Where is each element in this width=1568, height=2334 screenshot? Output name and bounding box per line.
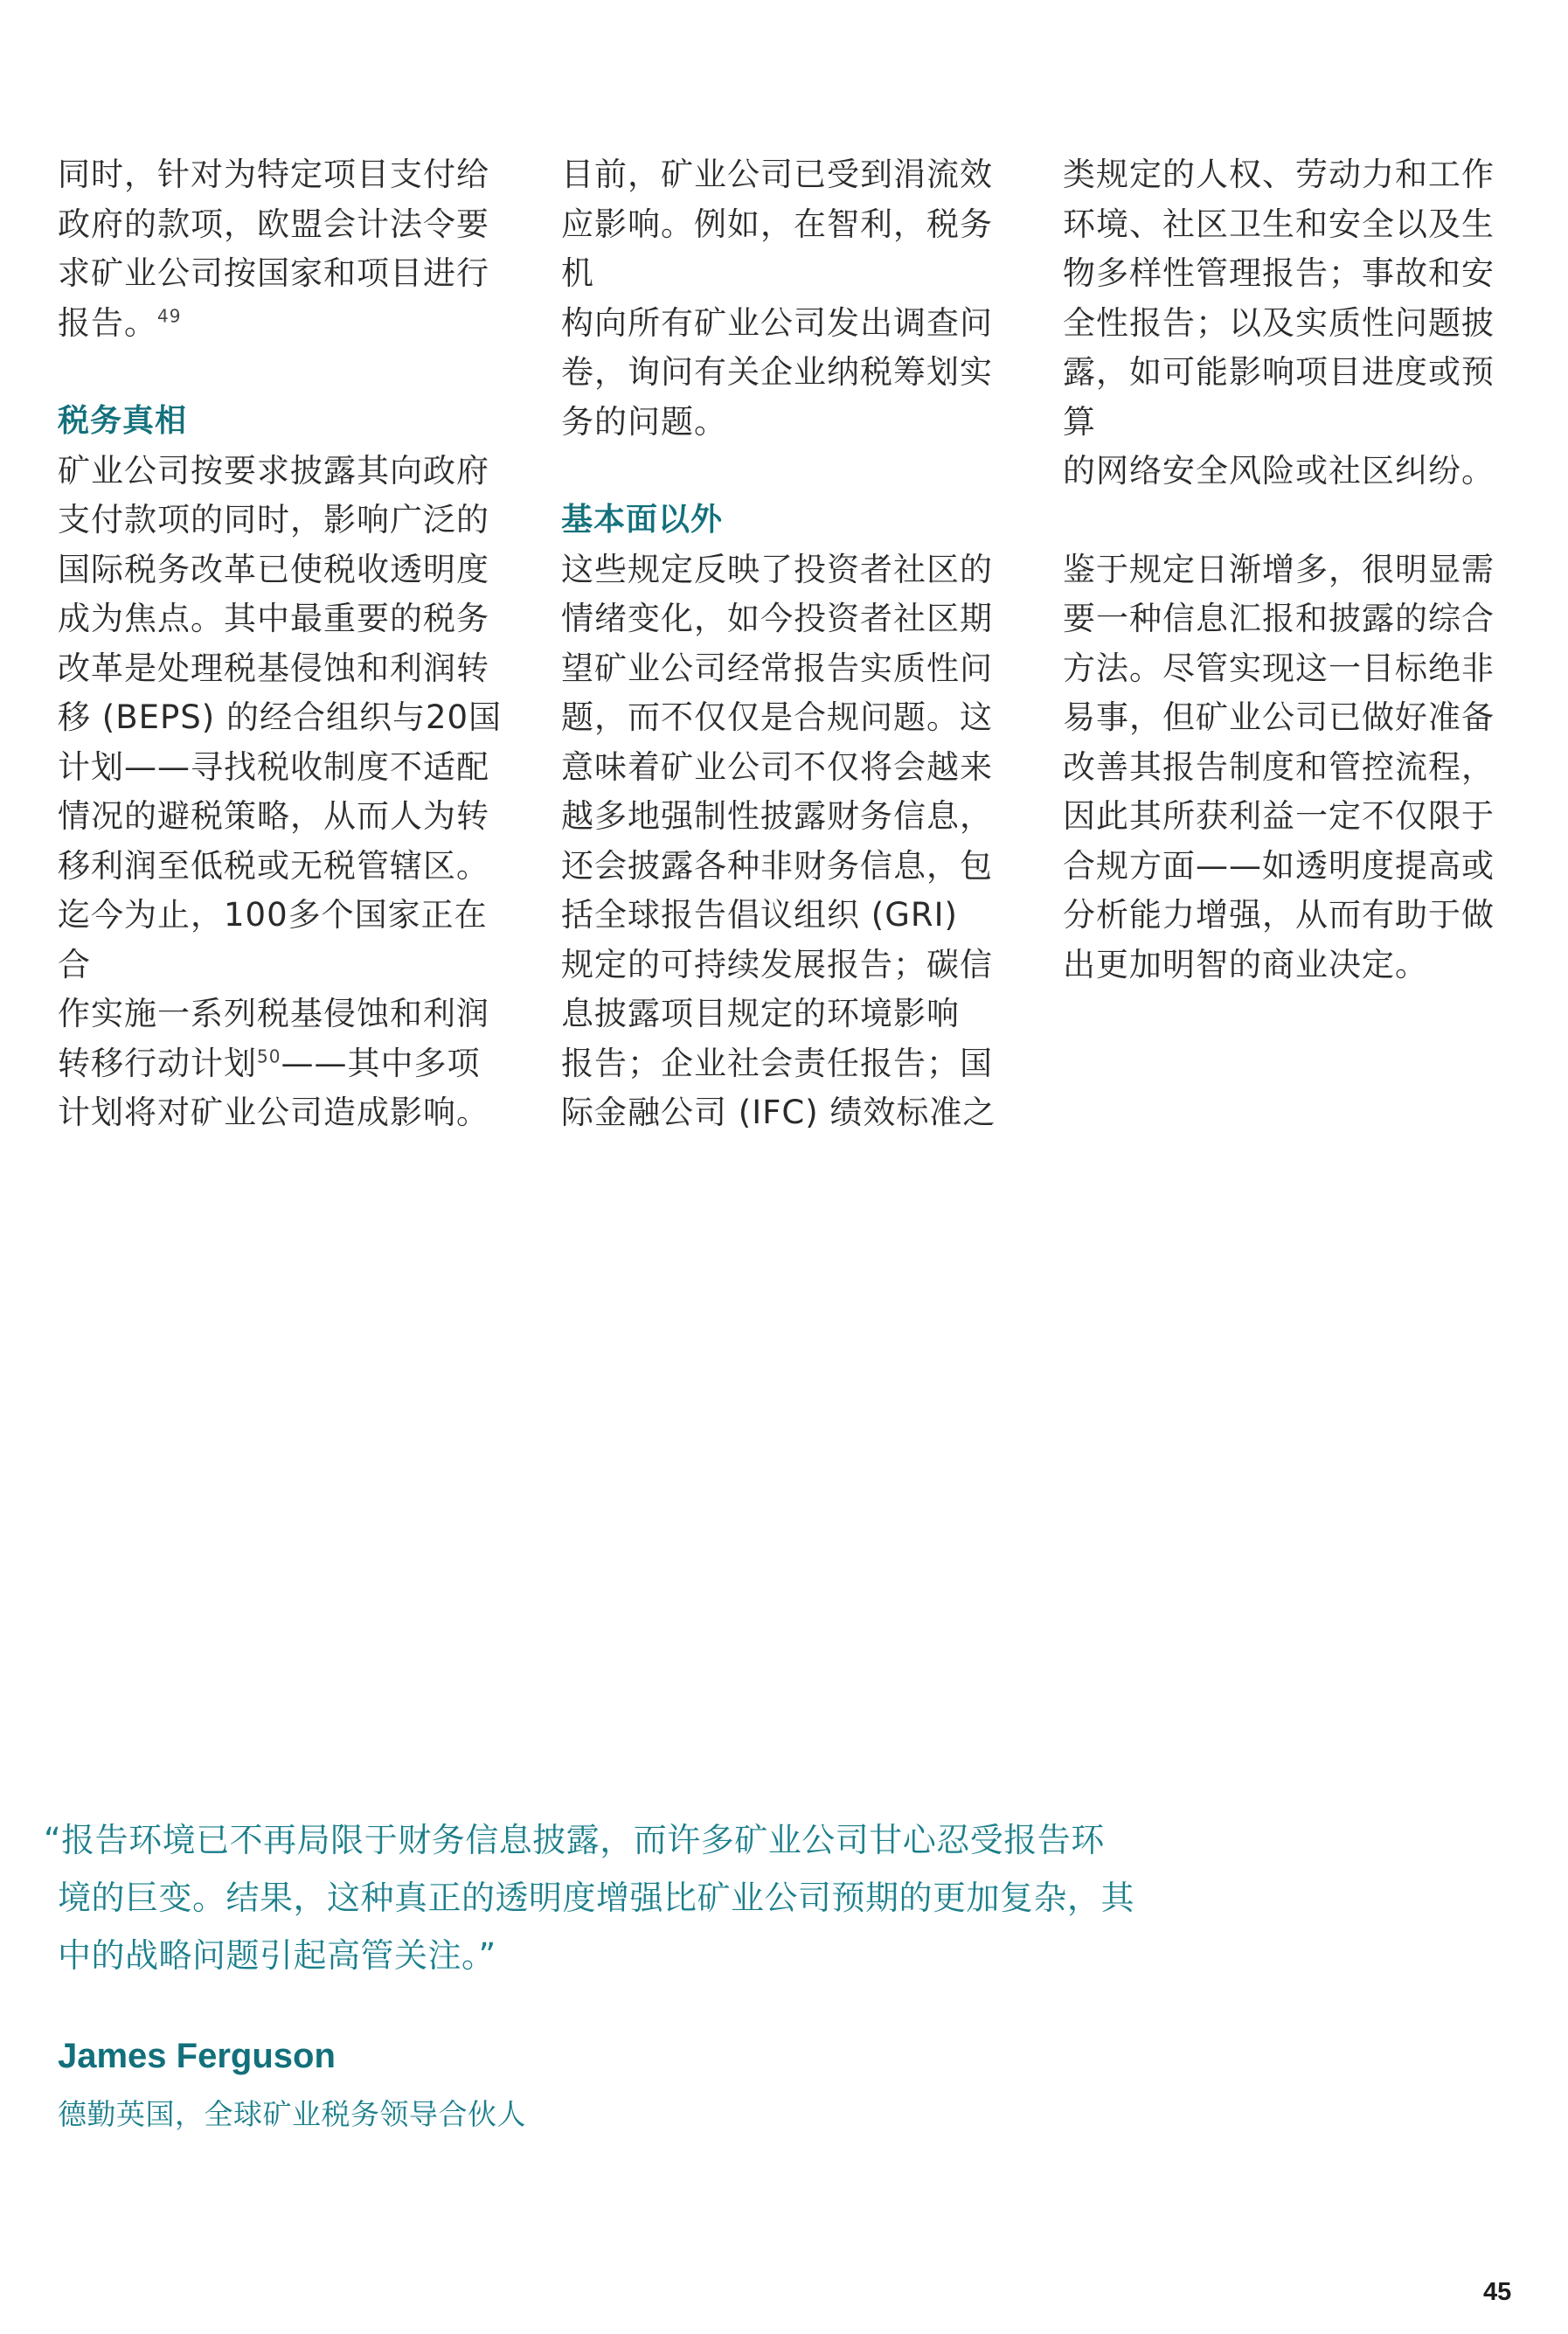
text-line: 求矿业公司按国家和项目进行 [58,254,489,292]
text-line: 括全球报告倡议组织 (GRI) [561,896,958,934]
text-line: 同时，针对为特定项目支付给 [58,156,489,193]
pull-quote [44,1811,1197,1984]
text-line: 报告。 [58,303,157,342]
quote-author-name: James Ferguson [58,2037,336,2075]
text-line: 类规定的人权、劳动力和工作 [1063,156,1495,193]
text-line: 出更加明智的商业决定。 [1063,945,1428,983]
text-line: 意味着矿业公司不仅将会越来 [561,747,993,786]
text-line: 迄今为止，100多个国家正在合 [58,896,488,983]
text-line: 鉴于规定日渐增多，很明显需 [1063,550,1495,588]
text-line: 应影响。例如，在智利，税务机 [561,205,993,292]
column-3 [1063,150,1517,990]
text-line: 这些规定反映了投资者社区的 [561,550,993,588]
text-line: 移利润至低税或无税管辖区。 [58,846,489,885]
paragraph-beps [58,447,512,1138]
quote-line: 中的战略问题引起高管关注。” [58,1936,496,1975]
text-line: 计划将对矿业公司造成影响。 [58,1094,489,1131]
text-line: 务的问题。 [561,402,727,441]
text-line: 望矿业公司经常报告实质性问 [561,649,993,687]
text-line: 合规方面——如透明度提高或 [1063,846,1495,885]
text-line: 情况的避税策略，从而人为转 [58,797,489,835]
spacer [58,348,512,397]
text-line: 分析能力增强，从而有助于做 [1063,896,1495,934]
spacer [1063,497,1517,545]
footnote-ref-50[interactable]: 50 [257,1045,281,1067]
quote-line: 境的巨变。结果，这种真正的透明度增强比矿业公司预期的更加复杂，其 [58,1879,1135,1917]
text-line: 国际税务改革已使税收透明度 [58,550,489,588]
text-line: ——其中多项 [281,1044,481,1082]
text-line: 方法。尽管实现这一目标绝非 [1063,649,1495,687]
text-line: 因此其所获利益一定不仅限于 [1063,797,1495,835]
text-line: 环境、社区卫生和安全以及生 [1063,205,1495,243]
quote-author-title: 德勤英国，全球矿业税务领导合伙人 [58,2097,526,2131]
paragraph-investor-sentiment [561,545,1016,1138]
text-line: 还会披露各种非财务信息，包 [561,846,993,885]
text-line: 成为焦点。其中最重要的税务 [58,600,489,637]
text-line: 际金融公司 (IFC) 绩效标准之 [561,1094,996,1131]
text-line: 矿业公司按要求披露其向政府 [58,451,489,490]
text-line: 改善其报告制度和管控流程， [1063,747,1495,786]
spacer [561,447,1016,496]
text-line: 作实施一系列税基侵蚀和利润 [58,995,489,1032]
text-line: 露，如可能影响项目进度或预算 [1063,353,1495,441]
text-line: 卷，询问有关企业纳税筹划实 [561,353,993,391]
page-number: 45 [1483,2278,1512,2306]
heading-beyond-fundamentals: 基本面以外 [561,502,724,538]
text-line: 改革是处理税基侵蚀和利润转 [58,649,489,687]
text-line: 目前，矿业公司已受到涓流效 [561,156,993,193]
text-line: 报告；企业社会责任报告；国 [561,1044,993,1082]
text-line: 规定的可持续发展报告；碳信 [561,945,993,983]
column-1 [58,150,512,1138]
text-line: 越多地强制性披露财务信息， [561,797,993,835]
text-line: 支付款项的同时，影响广泛的 [58,501,489,538]
column-2 [561,150,1016,1138]
text-line: 全性报告；以及实质性问题披 [1063,303,1495,342]
text-line: 物多样性管理报告；事故和安 [1063,254,1495,292]
heading-tax-truth: 税务真相 [58,403,188,439]
paragraph-integrated-approach [1063,545,1517,990]
text-line: 政府的款项，欧盟会计法令要 [58,205,489,243]
paragraph-chile-example [561,150,1016,447]
paragraph-eu-directive [58,150,512,348]
text-line: 计划——寻找税收制度不适配 [58,747,489,786]
text-line: 构向所有矿业公司发出调查问 [561,303,993,342]
text-line: 移 (BEPS) 的经合组织与20国 [58,698,503,736]
text-line: 息披露项目规定的环境影响 [561,995,960,1032]
quote-line: “报告环境已不再局限于财务信息披露，而许多矿业公司甘心忍受报告环 [44,1821,1105,1859]
footnote-ref-49[interactable]: 49 [157,305,182,327]
text-line: 易事，但矿业公司已做好准备 [1063,698,1495,736]
text-line: 要一种信息汇报和披露的综合 [1063,600,1495,637]
text-line: 情绪变化，如今投资者社区期 [561,600,993,637]
text-line: 转移行动计划 [58,1044,257,1082]
text-line: 的网络安全风险或社区纠纷。 [1063,452,1495,490]
text-line: 题，而不仅仅是合规问题。这 [561,698,993,736]
paragraph-reporting-types [1063,150,1517,497]
